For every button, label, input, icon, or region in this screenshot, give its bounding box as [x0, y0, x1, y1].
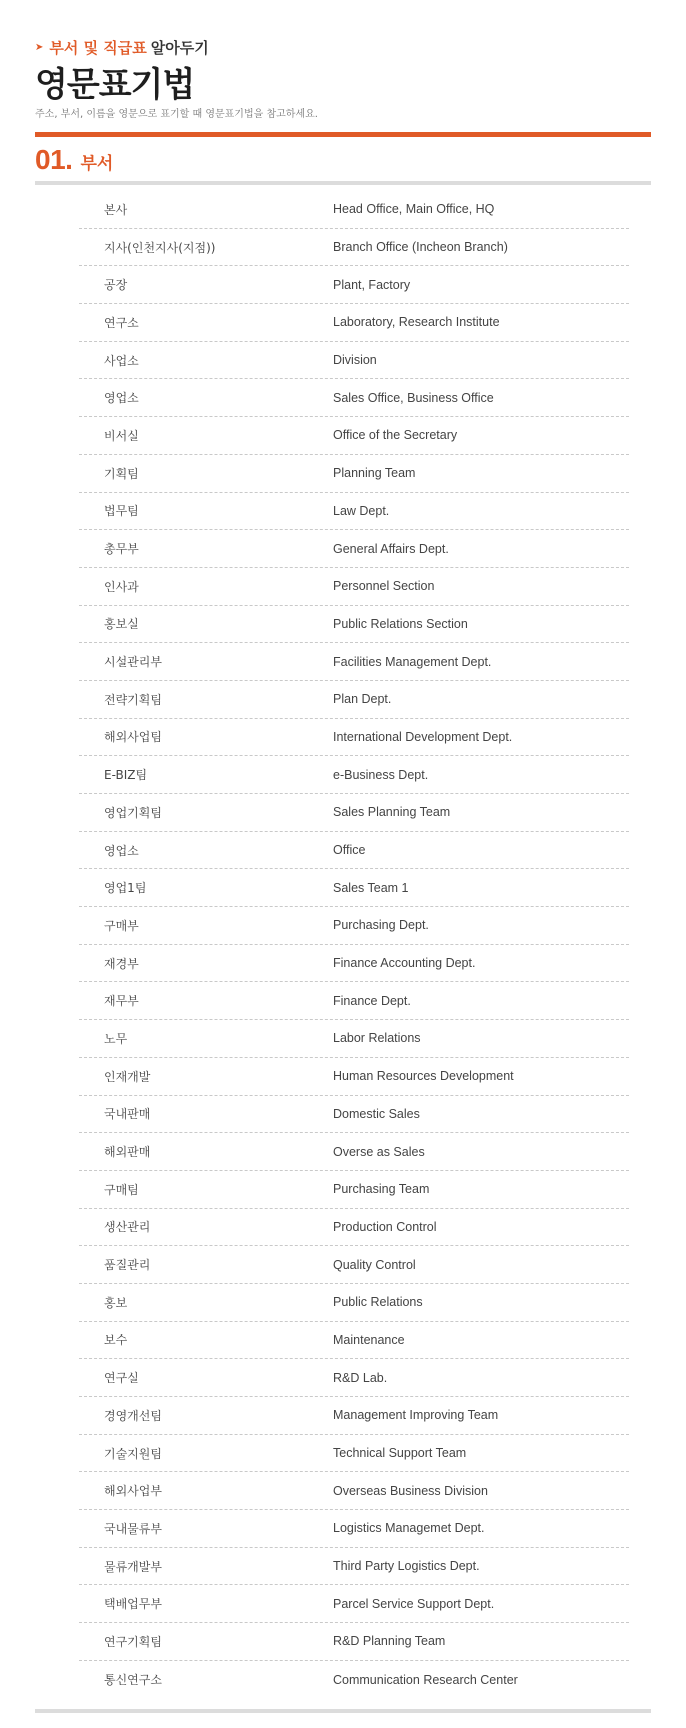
table-row: [79, 1548, 629, 1586]
department-korean: 인사과: [104, 579, 139, 594]
department-korean: 연구실: [104, 1371, 139, 1386]
section-heading: [35, 143, 113, 177]
department-korean: 해외사업부: [104, 1484, 162, 1499]
department-korean: 사업소: [104, 353, 139, 368]
department-korean: 법무팀: [104, 504, 139, 519]
table-row: [79, 1435, 629, 1473]
table-row: [79, 1397, 629, 1435]
table-row: [79, 719, 629, 757]
department-korean: 연구소: [104, 315, 139, 330]
department-english: International Development Dept.: [333, 729, 513, 744]
department-korean: 경영개선팀: [104, 1408, 162, 1423]
department-english: Public Relations Section: [333, 616, 468, 631]
department-korean: 영업기획팀: [104, 805, 162, 820]
department-english: R&D Lab.: [333, 1370, 388, 1385]
page-title: 영문표기법: [35, 65, 195, 105]
table-row: [79, 1133, 629, 1171]
department-english: Technical Support Team: [333, 1446, 467, 1461]
section-name: 부서: [80, 154, 114, 174]
department-english: Law Dept.: [333, 503, 390, 518]
table-row: [79, 1585, 629, 1623]
department-english: Overse as Sales: [333, 1144, 425, 1159]
department-english: Overseas Business Division: [333, 1483, 488, 1498]
table-row: [79, 1623, 629, 1661]
department-english: Sales Planning Team: [333, 805, 451, 820]
department-korean: 시설관리부: [104, 655, 162, 670]
department-korean: 기획팀: [104, 466, 139, 481]
table-row: [79, 229, 629, 267]
table-row: [79, 907, 629, 945]
department-english: Purchasing Team: [333, 1182, 430, 1197]
department-english: Maintenance: [333, 1332, 405, 1347]
kicker: [35, 38, 651, 58]
department-korean: 국내물류부: [104, 1521, 162, 1536]
table-row: [79, 304, 629, 342]
department-english: Labor Relations: [333, 1031, 421, 1046]
department-korean: 영업소: [104, 391, 139, 406]
department-korean: 영업소: [104, 843, 139, 858]
table-bottom-divider: [35, 1709, 651, 1713]
table-row: [79, 1510, 629, 1548]
department-table: [79, 191, 629, 1699]
department-korean: 연구기획팀: [104, 1634, 162, 1649]
table-row: [79, 1020, 629, 1058]
table-row: [79, 794, 629, 832]
table-row: [79, 1058, 629, 1096]
table-row: [79, 417, 629, 455]
department-korean: 생산관리: [104, 1220, 151, 1235]
department-korean: 본사: [104, 202, 128, 217]
department-korean: 영업1팀: [104, 881, 147, 896]
table-row: [79, 1246, 629, 1284]
department-korean: 해외사업팀: [104, 730, 162, 745]
kicker-accent: 부서 및 직급표: [49, 39, 147, 57]
department-english: Production Control: [333, 1219, 437, 1234]
department-korean: 인재개발: [104, 1069, 151, 1084]
table-row: [79, 982, 629, 1020]
department-english: Personnel Section: [333, 579, 435, 594]
department-english: General Affairs Dept.: [333, 541, 449, 556]
table-row: [79, 681, 629, 719]
department-english: Management Improving Team: [333, 1408, 499, 1423]
table-top-divider: [35, 181, 651, 185]
department-english: Domestic Sales: [333, 1106, 420, 1121]
department-english: Facilities Management Dept.: [333, 654, 492, 669]
table-row: [79, 191, 629, 229]
department-english: Public Relations: [333, 1295, 423, 1310]
accent-divider: [35, 132, 651, 137]
table-row: [79, 530, 629, 568]
department-english: Planning Team: [333, 466, 416, 481]
department-english: Human Resources Development: [333, 1069, 514, 1084]
section-number: 01.: [35, 144, 73, 175]
department-english: Finance Accounting Dept.: [333, 956, 476, 971]
department-korean: 노무: [104, 1031, 128, 1046]
department-korean: 홍보실: [104, 617, 139, 632]
page-subtitle: 주소, 부서, 이름을 영문으로 표기할 때 영문표기법을 참고하세요.: [35, 109, 318, 120]
department-korean: E-BIZ팀: [104, 768, 148, 783]
department-english: Parcel Service Support Dept.: [333, 1596, 495, 1611]
table-row: [79, 266, 629, 304]
table-row: [79, 568, 629, 606]
department-english: Office: [333, 843, 366, 858]
department-english: R&D Planning Team: [333, 1634, 446, 1649]
table-row: [79, 379, 629, 417]
department-korean: 공장: [104, 278, 128, 293]
department-korean: 보수: [104, 1333, 128, 1348]
department-korean: 택배업무부: [104, 1597, 162, 1612]
department-english: Sales Office, Business Office: [333, 390, 494, 405]
department-english: Division: [333, 353, 377, 368]
table-row: [79, 342, 629, 380]
department-korean: 물류개발부: [104, 1559, 162, 1574]
table-row: [79, 1359, 629, 1397]
department-korean: 지사(인천지사(지점)): [104, 240, 216, 255]
department-english: e-Business Dept.: [333, 767, 429, 782]
department-english: Plan Dept.: [333, 692, 392, 707]
table-row: [79, 1322, 629, 1360]
department-english: Office of the Secretary: [333, 428, 458, 443]
department-korean: 총무부: [104, 542, 139, 557]
table-row: [79, 1284, 629, 1322]
table-row: [79, 606, 629, 644]
page-header: [35, 38, 651, 122]
table-row: [79, 493, 629, 531]
department-korean: 홍보: [104, 1295, 128, 1310]
department-english: Logistics Managemet Dept.: [333, 1521, 485, 1536]
department-korean: 기술지원팀: [104, 1446, 162, 1461]
department-korean: 재무부: [104, 994, 139, 1009]
department-english: Third Party Logistics Dept.: [333, 1559, 480, 1574]
department-english: Head Office, Main Office, HQ: [333, 202, 495, 217]
table-row: [79, 1661, 629, 1699]
table-row: [79, 643, 629, 681]
table-row: [79, 869, 629, 907]
department-korean: 구매팀: [104, 1182, 139, 1197]
department-english: Communication Research Center: [333, 1672, 518, 1687]
department-korean: 구매부: [104, 918, 139, 933]
department-korean: 통신연구소: [104, 1673, 162, 1688]
table-row: [79, 1096, 629, 1134]
table-row: [79, 1209, 629, 1247]
kicker-rest: 알아두기: [150, 39, 209, 57]
table-row: [79, 945, 629, 983]
table-row: [79, 756, 629, 794]
department-korean: 재경부: [104, 956, 139, 971]
department-korean: 품질관리: [104, 1258, 151, 1273]
department-english: Sales Team 1: [333, 880, 409, 895]
table-row: [79, 832, 629, 870]
department-english: Laboratory, Research Institute: [333, 315, 500, 330]
department-english: Purchasing Dept.: [333, 918, 429, 933]
department-english: Branch Office (Incheon Branch): [333, 240, 508, 255]
table-row: [79, 455, 629, 493]
department-english: Finance Dept.: [333, 993, 411, 1008]
table-row: [79, 1171, 629, 1209]
department-korean: 해외판매: [104, 1145, 151, 1160]
department-korean: 비서실: [104, 428, 139, 443]
department-korean: 전략기획팀: [104, 692, 162, 707]
arrow-right-icon: ➤: [35, 42, 44, 53]
table-row: [79, 1472, 629, 1510]
department-english: Plant, Factory: [333, 277, 411, 292]
department-english: Quality Control: [333, 1257, 416, 1272]
department-korean: 국내판매: [104, 1107, 151, 1122]
